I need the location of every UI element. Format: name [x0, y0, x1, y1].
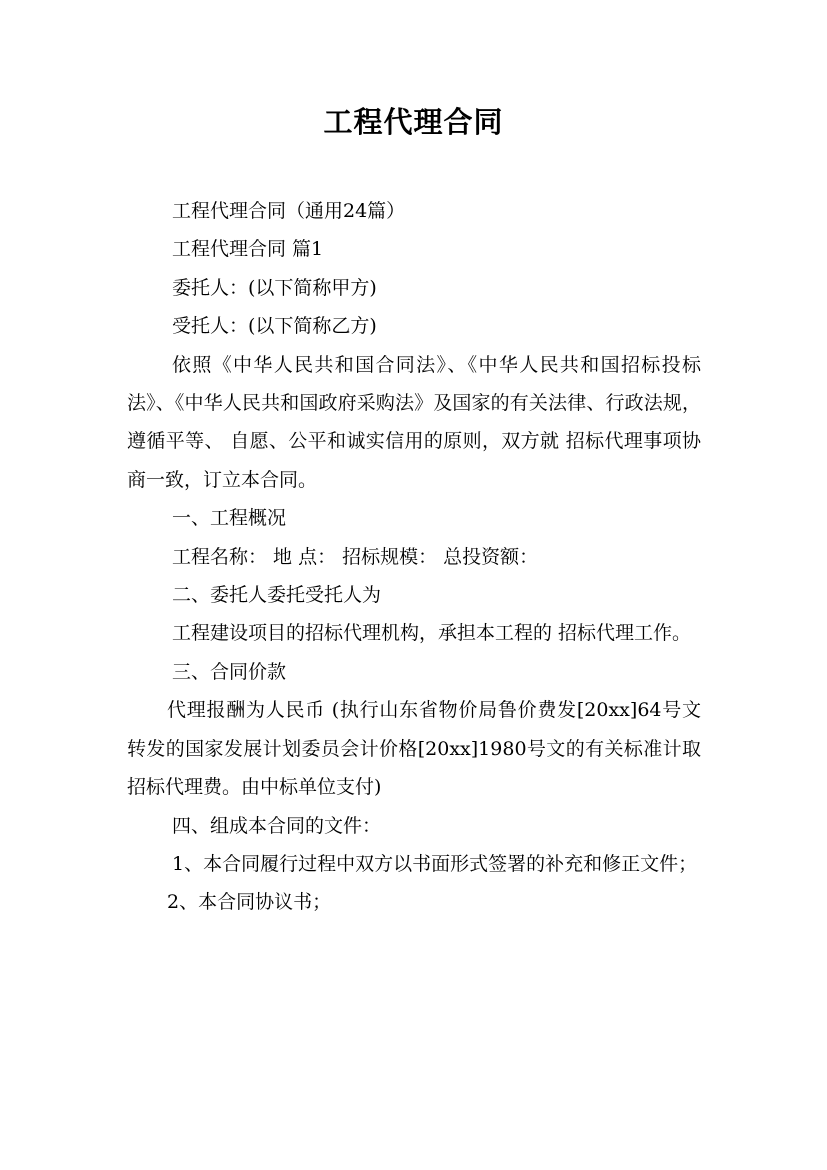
document-body	[127, 192, 701, 922]
paragraph-remuneration: 代理报酬为人民币 (执行山东省物价局鲁价费发[20xx]64号文转发的国家发展计划委员会计价格[20xx]1980号文的有关标准计取招标代理费。由中标单位支付)	[127, 699, 701, 799]
section-heading-project-overview: 一、工程概况	[172, 507, 287, 530]
paragraph-legal-basis: 依照《中华人民共和国合同法》、《中华人民共和国招标投标法》、《中华人民共和国政府采购法》及国家的有关法律、行政法规，遵循平等、 自愿、公平和诚实信用的原则，双方就 招标代理事项协商一致，订立本合同。	[127, 353, 701, 491]
paragraph-entrustment-detail: 工程建设项目的招标代理机构，承担本工程的 招标代理工作。	[172, 622, 692, 645]
list-item-supplementary-documents: 1、本合同履行过程中双方以书面形式签署的补充和修正文件；	[172, 852, 698, 875]
paragraph-article-heading: 工程代理合同 篇1	[172, 238, 324, 261]
section-heading-entrustment: 二、委托人委托受托人为	[172, 584, 382, 607]
paragraph-principal: 委托人：(以下简称甲方)	[172, 276, 377, 299]
paragraph-project-fields: 工程名称： 地 点： 招标规模： 总投资额：	[172, 545, 539, 568]
section-heading-contract-price: 三、合同价款	[172, 660, 287, 683]
list-item-agreement: 2、本合同协议书；	[167, 891, 332, 914]
section-heading-contract-documents: 四、组成本合同的文件：	[172, 814, 382, 837]
paragraph-agent: 受托人：(以下简称乙方)	[172, 315, 377, 338]
document-title: 工程代理合同	[323, 105, 504, 139]
paragraph-subtitle: 工程代理合同（通用24篇）	[172, 200, 406, 222]
